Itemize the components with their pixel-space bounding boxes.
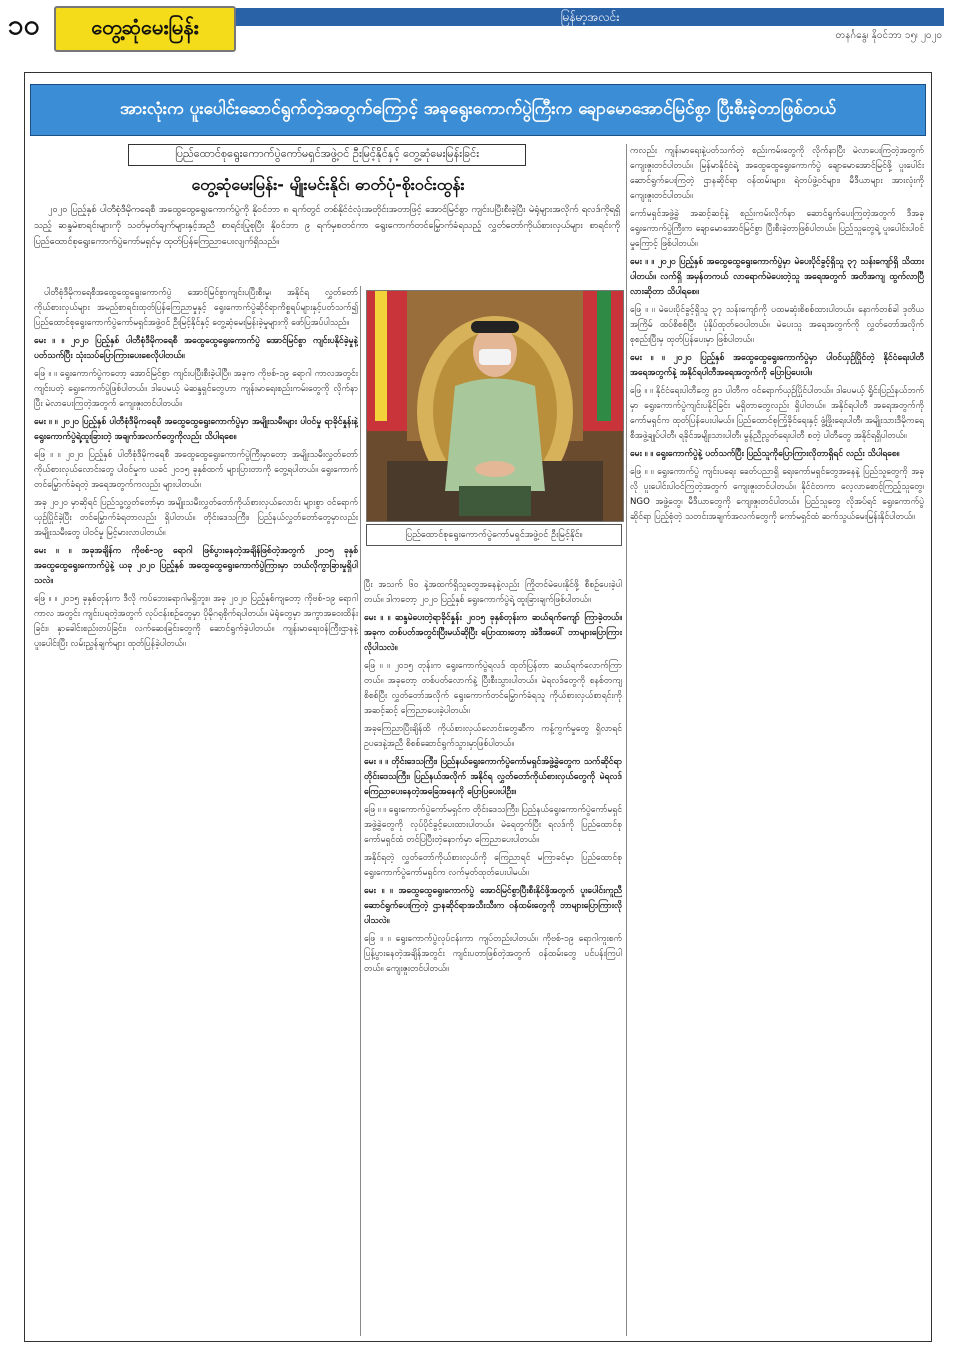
byline: တွေ့ဆုံမေးမြန်း- မျိုးမင်းနိုင်၊ ဓာတ်ပုံ-စိုးဝင်းထွန်း bbox=[191, 175, 465, 194]
article-paragraph: အခုကြေညာပြီးချိန်ထိ ကိုယ်စားလှယ်လောင်းတွေဆီက ကန့်ကွက်မှုတွေ ရှိလာရင် ဥပဒေနဲ့အညီ စိစစ်ဆောင်ရွက်သွားမှာဖြစ်ပါတယ်။ bbox=[364, 724, 622, 749]
interview-question: မေး ။ ။ အထွေထွေရွေးကောက်ပွဲ အောင်မြင်စွာပြီးစီးနိုင်ဖို့အတွက် ပူးပေါင်းကူညီဆောင်ရွက်ပေးကြတဲ့ ဌာနဆိုင်ရာအသီးသီးက ဝန်ထမ်းတွေကို ဘာများပြောကြားလိုပါသလဲ။ bbox=[364, 886, 622, 926]
article-paragraph: ပြီး အသက် ၆၀ နဲ့အထက်ရှိသူတွေအနေနဲ့လည်း ကြိုတင်မဲပေးနိုင်ဖို့ စီစဉ်ပေးခဲ့ပါတယ်။ ဒါကတော့ ၂၀၂၀ ပြည့်နှစ် ရွေးကောက်ပွဲရဲ့ ထူးခြားချက်ဖြစ်ပါတယ်။ bbox=[364, 580, 622, 605]
article-paragraph: ဖြေ ။ ။ ၂၀၁၅ ခုနှစ်တုန်းက ဒီလို ကပ်ဘေးရောဂါမရှိဘူး။ အခု ၂၀၂၀ ပြည့်နှစ်ကျတော့ ကိုဗစ်-၁၉ ရောဂါကာလ အတွင်း ကျင်းပရတဲ့အတွက် လုပ်ငန်းစဉ်တွေမှာ ပိုမိုဂရုစိုက်ရပါတယ်။ မဲရုံတွေမှာ အကွာအဝေးထိန်းခြင်း၊ နှာခေါင်းစည်းတပ်ခြင်း၊ လက်ဆေးခြင်းတွေကို ဆောင်ရွက်ခဲ့ပါတယ်။ ကျန်းမာရေးဝန်ကြီးဌာနနဲ့ ပူးပေါင်းပြီး လမ်းညွှန်ချက်များ ထုတ်ပြန်ခဲ့ပါတယ်။ bbox=[34, 594, 358, 649]
article-paragraph: ကလည်း ကျန်းမာရေးနဲ့ပတ်သက်တဲ့ စည်းကမ်းတွေကို လိုက်နာပြီး မဲလာပေးကြတဲ့အတွက် ကျေးဇူးတင်ပါတယ်။ မြန်မာနိုင်ငံရဲ့ အထွေထွေရွေးကောက်ပွဲ ချောမောအောင်မြင်ဖို့ ပူးပေါင်းဆောင်ရွက်ပေးကြတဲ့ ဌာနဆိုင်ရာ ဝန်ထမ်းများ၊ ရဲတပ်ဖွဲ့ဝင်များ၊ မီဒီယာများ အားလုံးကို ကျေးဇူးတင်ပါတယ်။ bbox=[630, 146, 924, 201]
paper-name: မြန်မာ့အလင်း bbox=[560, 10, 620, 24]
interviewee-photo bbox=[366, 290, 624, 522]
interview-question: မေး ။ ။ ၂၀၂၀ ပြည့်နှစ် အထွေထွေရွေးကောက်ပွဲမှာ မဲပေးပိုင်ခွင့်ရှိသူ ၃၇ သန်းကျော်ရှိ သိထားပါတယ်။ လက်ရှိ အမှန်တကယ် လာရောက်မဲပေးတဲ့သူ အရေအတွက် အတိအကျ ထွက်လာပြီလားဆိုတာ သိပါရစေ။ bbox=[630, 257, 924, 297]
photo-caption: ပြည်ထောင်စုရွေးကောက်ပွဲကော်မရှင်အဖွဲ့ဝင် ဦးမြင့်နိုင်။ bbox=[366, 524, 622, 546]
headline: အားလုံးက ပူးပေါင်းဆောင်ရွက်တဲ့အတွက်ကြောင့် အခုရွေးကောက်ပွဲကြီးက ချောမောအောင်မြင်စွာ ပြီးစီးခဲ့တာဖြစ်တယ် bbox=[119, 98, 837, 119]
headline-banner bbox=[30, 84, 926, 136]
article-paragraph: ဖြေ ။ ။ ရွေးကောက်ပွဲ ကျင်းပရေး ခေတ်ပညာရှိ ရေးကော်မရှင်တွေအနေနဲ့ ပြည်သူတွေကို အခုလို ပူးပေါင်းပါဝင်ကြတဲ့အတွက် ကျေးဇူးတင်ပါတယ်။ နိုင်ငံတကာ လေ့လာစောင့်ကြည့်သူတွေ၊ NGO အဖွဲ့တွေ၊ မီဒီယာတွေကို ကျေးဇူးတင်ပါတယ်။ ပြည်သူတွေ လိုအပ်ရင် ရွေးကောက်ပွဲဆိုင်ရာ ပြည့်စုံတဲ့ သတင်းအချက်အလက်တွေကို ကော်မရှင်ထံ ဆက်သွယ်မေးမြန်းနိုင်ပါတယ်။ bbox=[630, 467, 924, 522]
page-header bbox=[0, 0, 954, 66]
interview-question: မေး ။ ။ ၂၀၂၀ ပြည့်နှစ် ပါတီစုံဒီမိုကရေစီ အထွေထွေရွေးကောက်ပွဲမှာ အမျိုးသမီးများ ပါဝင်မှု ရာခိုင်နှုန်းနဲ့ ရွေးကောက်ပွဲရဲ့ထူးခြားတဲ့ အချက်အလက်တွေကိုလည်း သိပါရစေ။ bbox=[34, 417, 358, 442]
article-paragraph: ဖြေ ။ ။ မဲပေးပိုင်ခွင့်ရှိသူ ၃၇ သန်းကျော်ကို ပထမဆုံးစိစစ်ထားပါတယ်။ နောက်တစ်ခါ ဒုတိယအကြိမ် ထပ်စိစစ်ပြီး ပုံနှိပ်ထုတ်ဝေပါတယ်။ မဲပေးသူ အရေအတွက်ကို လွှတ်တော်အလိုက် စုစည်းပြီးမှ ထုတ်ပြန်ပေးမှာ ဖြစ်ပါတယ်။ bbox=[630, 305, 924, 345]
article-paragraph: ဖြေ ။ ။ ၂၀၁၅ တုန်းက ရွေးကောက်ပွဲရလဒ် ထုတ်ပြန်တာ ဆယ်ရက်လောက်ကြာတယ်။ အခုတော့ တစ်ပတ်လောက်နဲ့ ပြီးစီးသွားပါတယ်။ မဲရလဒ်တွေကို စနစ်တကျ စိစစ်ပြီး လွှတ်တော်အလိုက် ရွေးကောက်တင်မြှောက်ခံရသူ ကိုယ်စားလှယ်စာရင်းကို အဆင့်ဆင့် ကြေညာပေးခဲ့ပါတယ်။ bbox=[364, 661, 622, 716]
interview-question: မေး ။ ။ ၂၀၂၀ ပြည့်နှစ် ပါတီစုံဒီမိုကရေစီ အထွေထွေရွေးကောက်ပွဲ အောင်မြင်စွာ ကျင်းပနိုင်ခဲ့မှုနဲ့ ပတ်သက်ပြီး သုံးသပ်ပြောကြားပေးစေလိုပါတယ်။ bbox=[34, 336, 358, 361]
subhead: ပြည်ထောင်စုရွေးကောက်ပွဲကော်မရှင်အဖွဲ့ဝင် ဦးမြင့်နိုင်နှင့် တွေ့ဆုံမေးမြန်းခြင်း bbox=[128, 144, 526, 166]
interview-question: မေး ။ ။ အခုအချိန်က ကိုဗစ်-၁၉ ရောဂါ ဖြစ်ပွားနေတဲ့အချိန်ဖြစ်တဲ့အတွက် ၂၀၁၅ ခုနှစ် အထွေထွေရွေးကောက်ပွဲနဲ့ ယခု ၂၀၂၀ ပြည့်နှစ် အထွေထွေရွေးကောက်ပွဲကြားမှာ ဘယ်လိုကွာခြားမှုရှိပါသလဲ။ bbox=[34, 546, 358, 586]
photo-illustration bbox=[367, 291, 623, 521]
page-number: ၁၀ bbox=[8, 8, 40, 41]
article-column-1 bbox=[34, 286, 358, 1336]
interview-question: မေး ။ ။ ဆန္ဒမဲပေးတဲ့ရာခိုင်နှုန်း ၂၀၁၅ ခုနှစ်တုန်းက ဆယ်ရက်ကျော် ကြာခဲ့တယ်။ အခုက တစ်ပတ်အတွင်းပြီးမယ်ဆိုပြီး ပြောထားတော့ အဲဒီအပေါ် ဘာများပြောကြားလိုပါသလဲ။ bbox=[364, 613, 622, 653]
article-paragraph: ဖြေ ။ ။ ရွေးကောက်ပွဲကော်မရှင်က တိုင်းဒေသကြီး၊ ပြည်နယ်ရွေးကောက်ပွဲကော်မရှင်အဖွဲ့ခွဲတွေကို လုပ်ပိုင်ခွင့်ပေးထားပါတယ်။ မဲရေတွက်ပြီး ရလဒ်ကို ပြည်ထောင်စုကော်မရှင်ထံ တင်ပြပြီးတဲ့နောက်မှာ ကြေညာပေးပါတယ်။ bbox=[364, 805, 622, 845]
interview-question: မေး ။ ။ တိုင်းဒေသကြီး၊ ပြည်နယ်ရွေးကောက်ပွဲကော်မရှင်အဖွဲ့ခွဲတွေက သက်ဆိုင်ရာ တိုင်းဒေသကြီး၊ ပြည်နယ်အလိုက် အနိုင်ရ လွှတ်တော်ကိုယ်စားလှယ်တွေကို မဲရလဒ် ကြေညာပေးနေတဲ့အခြေအနေကို ပြောပြပေးပါဦး။ bbox=[364, 757, 622, 797]
paper-name-bar bbox=[236, 8, 944, 26]
column-rule bbox=[360, 286, 361, 1336]
article-paragraph: ကော်မရှင်အဖွဲ့ခွဲ အဆင့်ဆင့်နဲ့ စည်းကမ်းလိုက်နာ ဆောင်ရွက်ပေးကြတဲ့အတွက် ဒီအခု ရွေးကောက်ပွဲကြီးက ချောမောအောင်မြင်စွာ ပြီးစီးခဲ့တာဖြစ်ပါတယ်။ ပြည်သူတွေရဲ့ ပူးပေါင်းပါဝင်မှုကြောင့် ဖြစ်ပါတယ်။ bbox=[630, 209, 924, 249]
interview-question: မေး ။ ။ ရွေးကောက်ပွဲနဲ့ ပတ်သက်ပြီး ပြည်သူကိုပြောကြားလိုတာရှိရင် လည်း သိပါရစေ။ bbox=[630, 449, 900, 459]
interview-question: မေး ။ ။ ၂၀၂၀ ပြည့်နှစ် အထွေထွေရွေးကောက်ပွဲမှာ ပါဝင်ယှဉ်ပြိုင်တဲ့ နိုင်ငံရေးပါတီ အရေအတွက်နဲ့ အနိုင်ရပါတီအရေအတွက်ကို ပြောပြပေးပါ။ bbox=[630, 353, 924, 378]
article-column-3 bbox=[630, 144, 924, 1336]
article-paragraph: ပါတီစုံဒီမိုကရေစီအထွေထွေရွေးကောက်ပွဲ အောင်မြင်စွာကျင်းပပြီးစီးမှု၊ အနိုင်ရ လွှတ်တော်ကိုယ်စားလှယ်များ အမည်စာရင်းထုတ်ပြန်ကြေညာမှုနှင့် ရွေးကောက်ပွဲဆိုင်ရာကိစ္စရပ်များနှင့်ပတ်သက်၍ ပြည်ထောင်စုရွေးကောက်ပွဲကော်မရှင်အဖွဲ့ဝင် ဦးမြင့်နိုင်နှင့် တွေ့ဆုံမေးမြန်းခဲ့မှုများကို ဖော်ပြအပ်ပါသည်။ bbox=[34, 288, 358, 328]
article-paragraph: အနိုင်ရတဲ့ လွှတ်တော်ကိုယ်စားလှယ်ကို ကြေညာရင် မကြာခင်မှာ ပြည်ထောင်စုရွေးကောက်ပွဲကော်မရှင်က လက်မှတ်ထုတ်ပေးပါမယ်။ bbox=[364, 853, 622, 878]
section-label: တွေ့ဆုံမေးမြန်း bbox=[54, 6, 236, 52]
issue-date: တနင်္ဂနွေ၊ နိုဝင်ဘာ ၁၅၊ ၂၀၂၀ bbox=[835, 30, 942, 41]
lead-text: ၂၀၂၀ ပြည့်နှစ် ပါတီစုံဒီမိုကရေစီ အထွေထွေရွေးကောက်ပွဲကို နိုဝင်ဘာ ၈ ရက်တွင် တစ်နိုင်ငံလုံးအတိုင်းအတာဖြင့် အောင်မြင်စွာ ကျင်းပပြီးစီးခဲ့ပြီး မဲရုံများအလိုက် ရလဒ်ကိုရရှိသည့် ဆန္ဒမဲစာရင်းများကို သတ်မှတ်ချက်များနှင့်အညီ စာရင်းပြုစုပြီး နိုဝင်ဘာ ၉ ရက်မှစတင်ကာ ရွေးကောက်တင်မြှောက်ခံရသည့် လွှတ်တော်ကိုယ်စားလှယ်များ စာရင်းကို ပြည်ထောင်စုရွေးကောက်ပွဲကော်မရှင်မှ ထုတ်ပြန်ကြေညာပေးလျက်ရှိသည်။ bbox=[34, 204, 620, 247]
article-paragraph: ဖြေ ။ ။ ၂၀၂၀ ပြည့်နှစ် ပါတီစုံဒီမိုကရေစီ အထွေထွေရွေးကောက်ပွဲကြီးမှာတော့ အမျိုးသမီးလွှတ်တော်ကိုယ်စားလှယ်လောင်းတွေ ပါဝင်မှုက ယခင် ၂၀၁၅ ခုနှစ်ထက် များပြားတာကို တွေ့ရပါတယ်။ ရွေးကောက်တင်မြှောက်ခံရတဲ့ အရေအတွက်ကလည်း များပါတယ်။ bbox=[34, 450, 358, 490]
column-rule bbox=[626, 144, 627, 1336]
lead-paragraph bbox=[34, 202, 620, 282]
article-column-2 bbox=[364, 578, 622, 1336]
article-paragraph: ဖြေ ။ ။ နိုင်ငံရေးပါတီတွေ ၉၁ ပါတီက ဝင်ရောက်ယှဉ်ပြိုင်ပါတယ်။ ဒါပေမယ့် ရှိုင်းပြည်နယ်ဘက်မှာ ရွေးကောက်ပွဲကျင်းပနိုင်ခြင်း မရှိတာတွေလည်း ရှိပါတယ်။ အနိုင်ရပါတီ အရေအတွက်ကို ကော်မရှင်က ထုတ်ပြန်ပေးပါမယ်။ ပြည်ထောင်စုကြံ့ခိုင်ရေးနှင့် ဖွံ့ဖြိုးရေးပါတီ၊ အမျိုးသားဒီမိုကရေစီအဖွဲ့ချုပ်ပါတီ၊ ရခိုင်အမျိုးသားပါတီ၊ မွန်ညီညွတ်ရေးပါတီ စတဲ့ ပါတီတွေ အနိုင်ရရှိပါတယ်။ bbox=[630, 386, 924, 441]
article-paragraph: ဖြေ ။ ။ ရွေးကောက်ပွဲလုပ်ငန်းကာ ကျပ်တည်းပါတယ်။ ကိုဗစ်-၁၉ ရောဂါကူးစက်ပြန့်ပွားနေတဲ့အချိန်အတွင်း ကျင်းပတာဖြစ်တဲ့အတွက် ဝန်ထမ်းတွေ ပင်ပန်းကြပါတယ်။ ကျေးဇူးတင်ပါတယ်။ bbox=[364, 934, 622, 974]
article-paragraph: အခု ၂၀၂၀ မှာဆိုရင် ပြည်သူ့လွှတ်တော်မှာ အမျိုးသမီးလွှတ်တော်ကိုယ်စားလှယ်လောင်း များစွာ ဝင်ရောက်ယှဉ်ပြိုင်ခဲ့ပြီး တင်မြှောက်ခံရတာလည်း ရှိပါတယ်။ တိုင်းဒေသကြီး၊ ပြည်နယ်လွှတ်တော်တွေမှာလည်း အမျိုးသမီးတွေ ပါဝင်မှု မြင့်မားလာပါတယ်။ bbox=[34, 498, 358, 538]
article-paragraph: ဖြေ ။ ။ ရွေးကောက်ပွဲကတော့ အောင်မြင်စွာ ကျင်းပပြီးစီးခဲ့ပါပြီ။ အခုက ကိုဗစ်-၁၉ ရောဂါ ကာလအတွင်း ကျင်းပတဲ့ ရွေးကောက်ပွဲဖြစ်ပါတယ်။ ဒါပေမယ့် မဲဆန္ဒရှင်တွေဟာ ကျန်းမာရေးစည်းကမ်းတွေကို လိုက်နာပြီး မဲလာပေးကြတဲ့အတွက် ကျေးဇူးတင်ပါတယ်။ bbox=[34, 369, 358, 409]
